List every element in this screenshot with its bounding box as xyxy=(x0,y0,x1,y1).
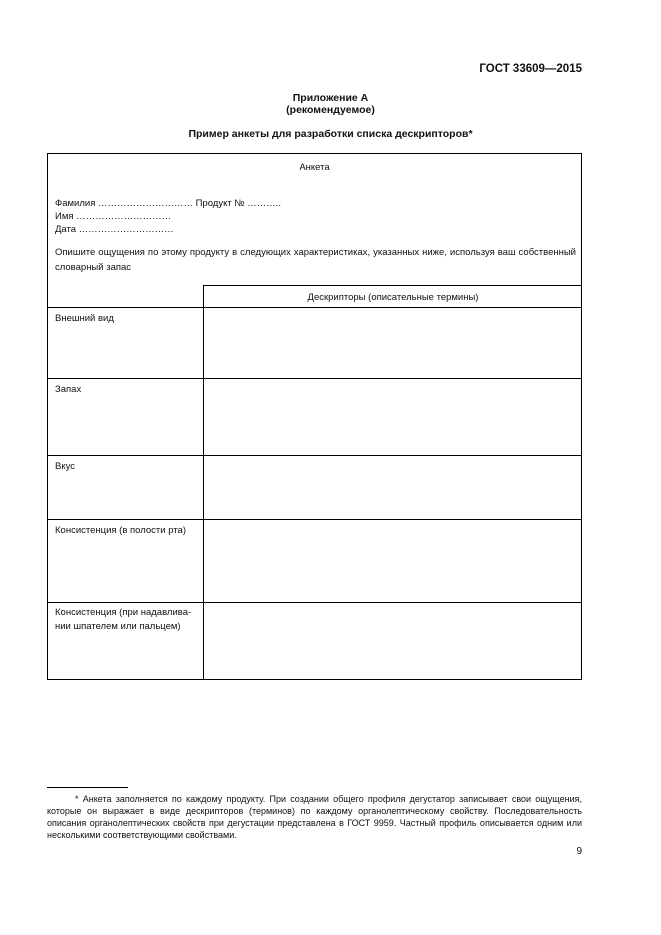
table-row-rule xyxy=(48,378,582,379)
standard-code: ГОСТ 33609—2015 xyxy=(479,63,582,75)
footnote-rule xyxy=(47,787,128,788)
appendix-heading xyxy=(0,92,661,116)
row-label-line: Консистенция (при надавлива- xyxy=(55,607,192,618)
appendix-title: Приложение А xyxy=(292,92,369,104)
table-row-rule xyxy=(48,455,582,456)
row-label-smell: Запах xyxy=(55,384,82,395)
appendix-status: (рекомендуемое) xyxy=(286,104,375,116)
table-row-rule xyxy=(48,519,582,520)
row-label-appearance: Внешний вид xyxy=(55,313,114,324)
name-field: Имя ………………………… xyxy=(55,211,172,222)
date-field: Дата ………………………… xyxy=(55,224,174,235)
form-title: Пример анкеты для разработки списка дескрипторов* xyxy=(188,128,473,140)
instruction-text: Опишите ощущения по этому продукту в следующих характеристиках, указанных ниже, используя ваш собственный словарный запас xyxy=(55,247,576,273)
descriptors-column-header: Дескрипторы (описательные термины) xyxy=(307,292,479,303)
row-label-consistency-pressure xyxy=(55,606,203,634)
table-row-rule xyxy=(48,602,582,603)
page-number: 9 xyxy=(576,846,582,857)
row-label-taste: Вкус xyxy=(55,461,75,472)
form-header-label: Анкета xyxy=(299,162,330,173)
row-label-line: нии шпателем или пальцем) xyxy=(55,621,181,632)
row-label-consistency-mouth: Консистенция (в полости рта) xyxy=(55,525,186,536)
table-top-rule xyxy=(203,285,582,286)
table-column-divider xyxy=(203,285,204,680)
questionnaire-form xyxy=(47,153,582,680)
table-header-rule xyxy=(48,307,582,308)
footnote: * Анкета заполняется по каждому продукту. При создании общего профиля дегустатор записывает свои ощущения, которые он выражает в виде дескрипторов (терминов) по каждому органолептическому свойству. Последовательность описания органолептических свойств при дегустации представлена в ГОСТ 9959. Частный профиль описывается одним или несколькими соответствующими свойствами. xyxy=(47,794,582,840)
surname-product-field: Фамилия ………………………… Продукт № ……….. xyxy=(55,198,281,209)
